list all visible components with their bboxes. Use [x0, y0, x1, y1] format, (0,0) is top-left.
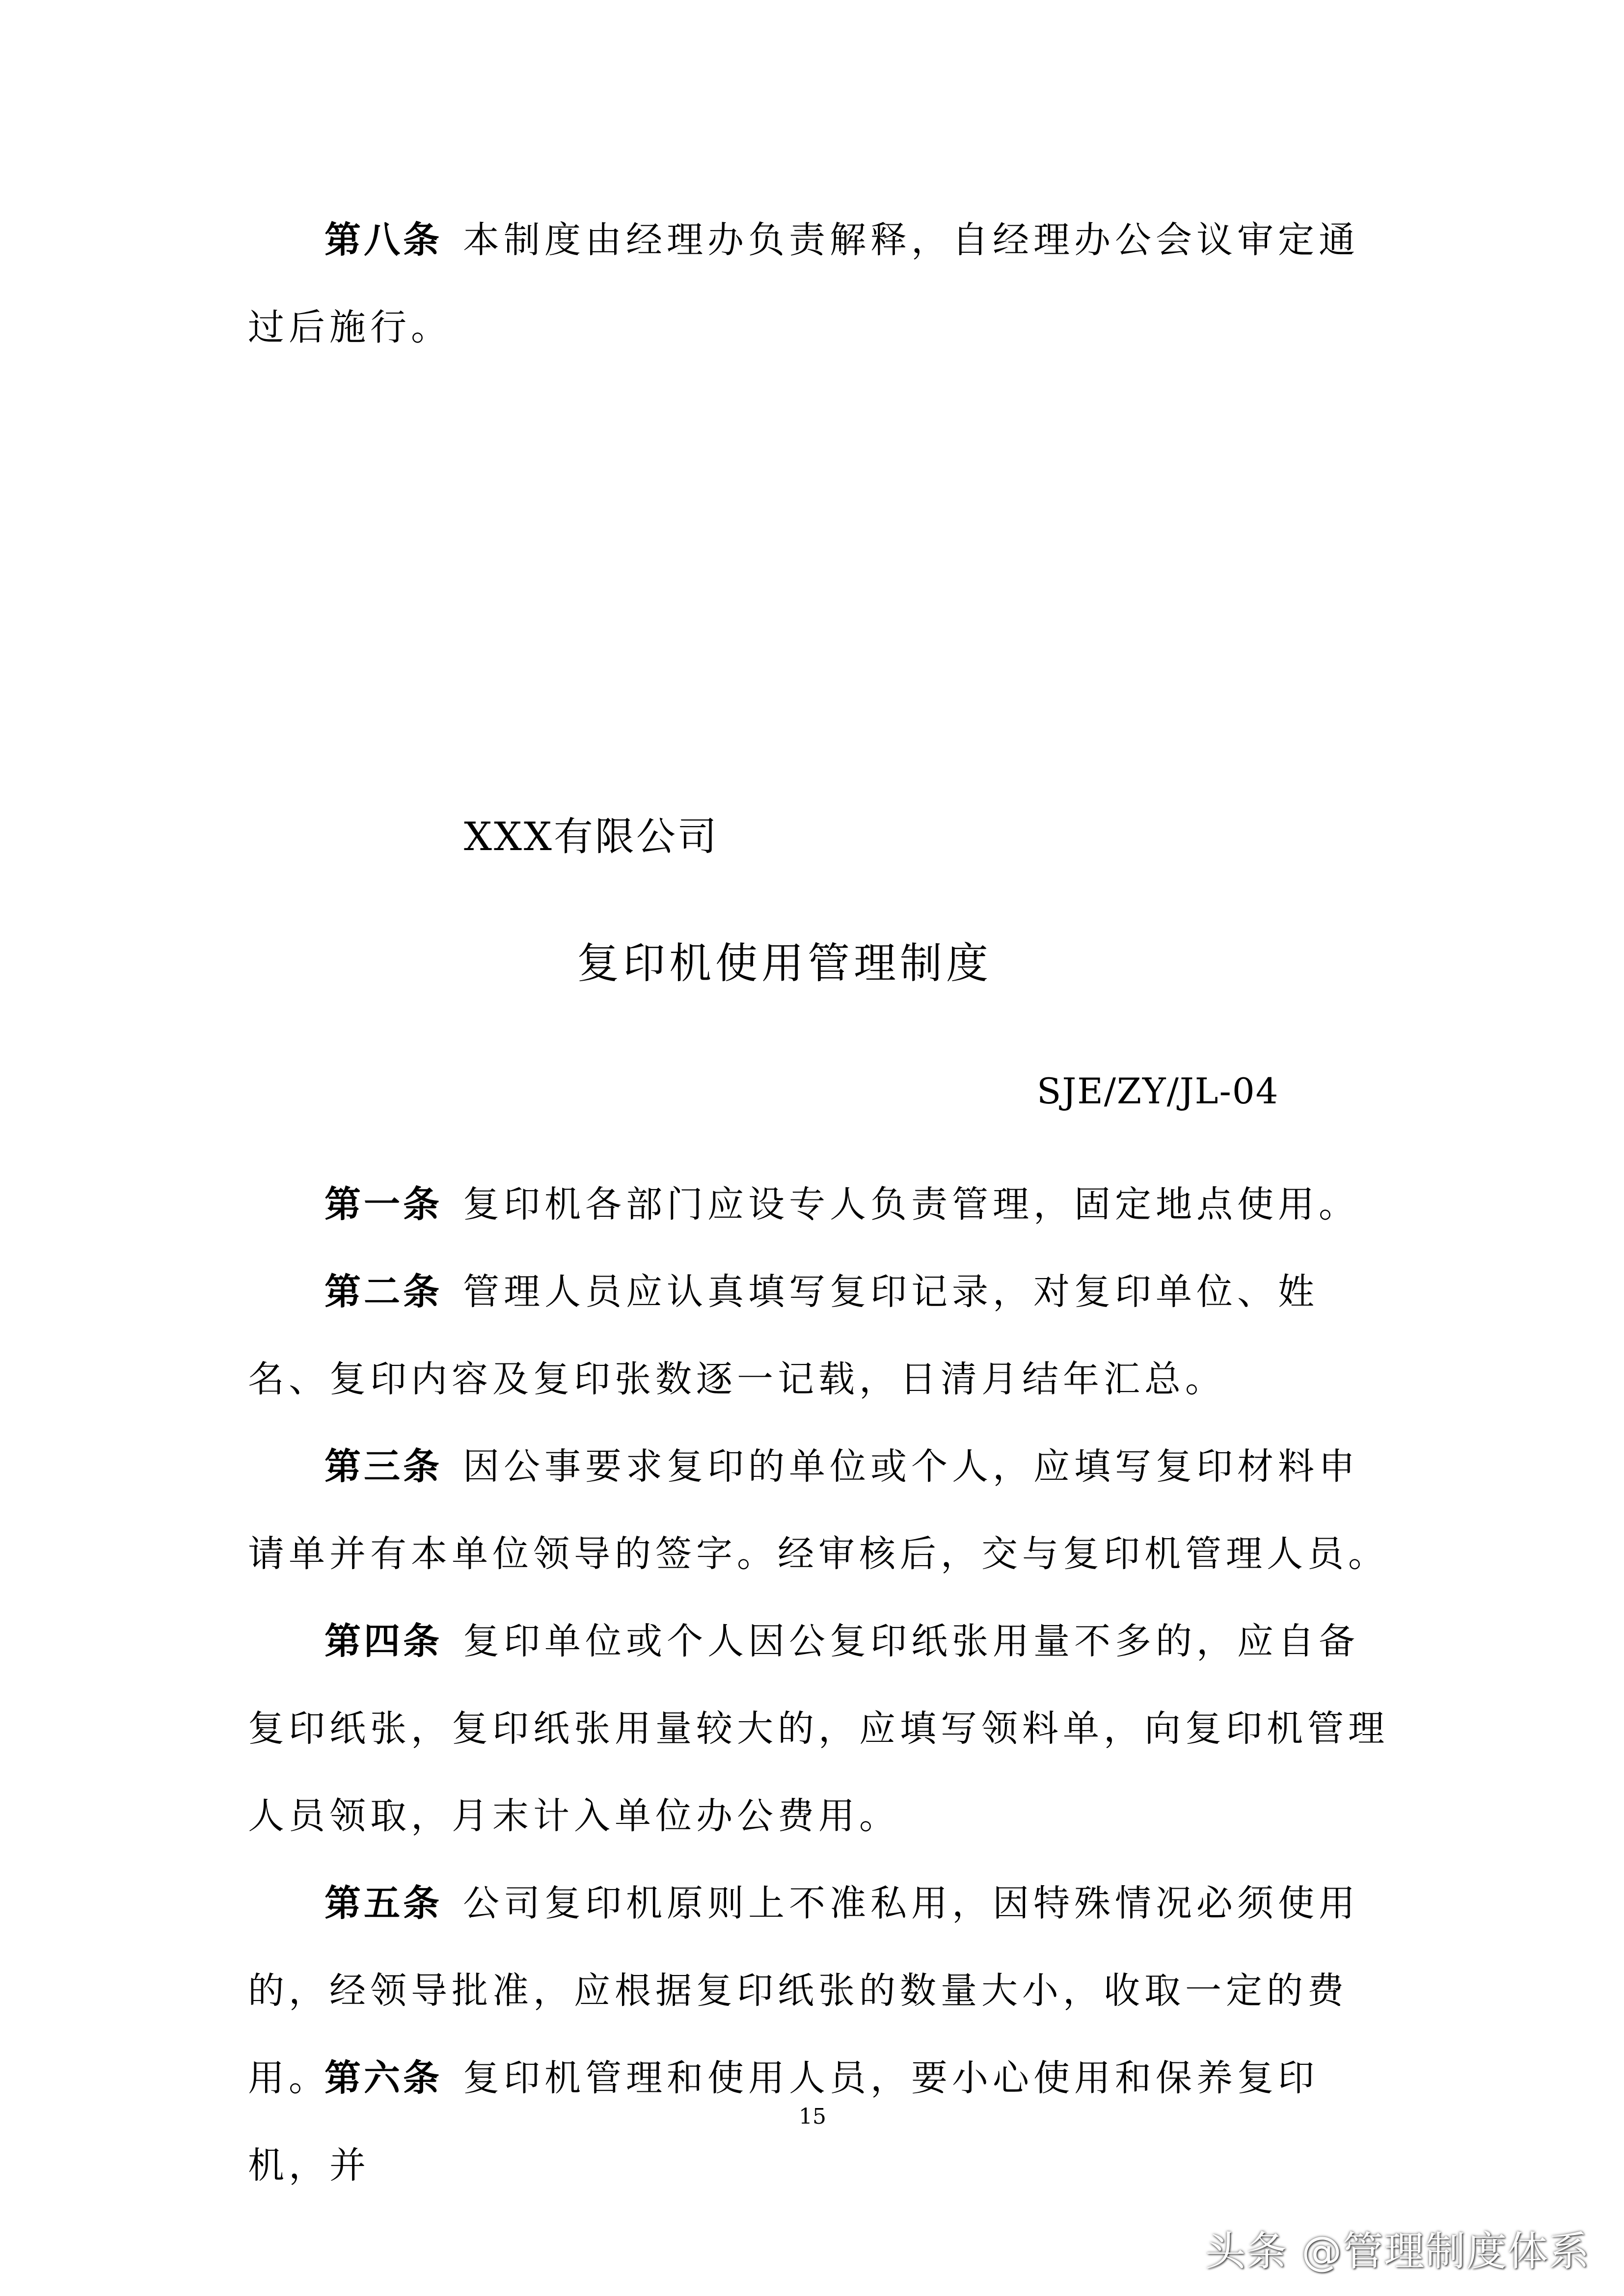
article-4 [248, 1598, 1392, 1860]
article-8 [248, 196, 1392, 371]
article-3-heading: 第三条 [325, 1445, 442, 1488]
article-5-text: 公司复印机原则上不准私用，因特殊情况必须使用的，经领导批准，应根据复印纸张的数量大小，收取一定的费用。 [248, 1882, 1359, 2099]
article-3-text: 因公事要求复印的单位或个人，应填写复印材料申请单并有本单位领导的签字。经审核后，交与复印机管理人员。 [248, 1445, 1389, 1575]
article-6-heading: 第六条 [325, 2057, 442, 2099]
page-number: 15 [799, 2104, 826, 2129]
article-3 [248, 1423, 1392, 1598]
article-6-text: 复印机管理和使用人员，要小心使用和保养复印机，并 [248, 2057, 1319, 2187]
article-2 [248, 1248, 1392, 1423]
watermark: 头条 @管理制度体系 [1205, 2228, 1591, 2275]
document-code: SJE/ZY/JL-04 [1037, 1070, 1279, 1112]
article-8-heading: 第八条 [325, 219, 442, 261]
article-1-heading: 第一条 [325, 1183, 442, 1226]
article-5-heading: 第五条 [325, 1882, 442, 1924]
article-1 [248, 1161, 1392, 1248]
article-2-heading: 第二条 [325, 1271, 442, 1313]
document-title: 复印机使用管理制度 [577, 939, 992, 988]
article-2-text: 管理人员应认真填写复印记录，对复印单位、姓名、复印内容及复印张数逐一记载，日清月结年汇总。 [248, 1271, 1319, 1400]
company-name: XXX有限公司 [464, 814, 719, 859]
article-4-heading: 第四条 [325, 1620, 442, 1662]
article-8-text: 本制度由经理办负责解释，自经理办公会议审定通过后施行。 [248, 219, 1359, 348]
article-1-text: 复印机各部门应设专人负责管理，固定地点使用。 [463, 1183, 1359, 1226]
article-4-text: 复印单位或个人因公复印纸张用量不多的，应自备复印纸张，复印纸张用量较大的，应填写领料单，向复印机管理人员领取，月末计入单位办公费用。 [248, 1620, 1389, 1837]
